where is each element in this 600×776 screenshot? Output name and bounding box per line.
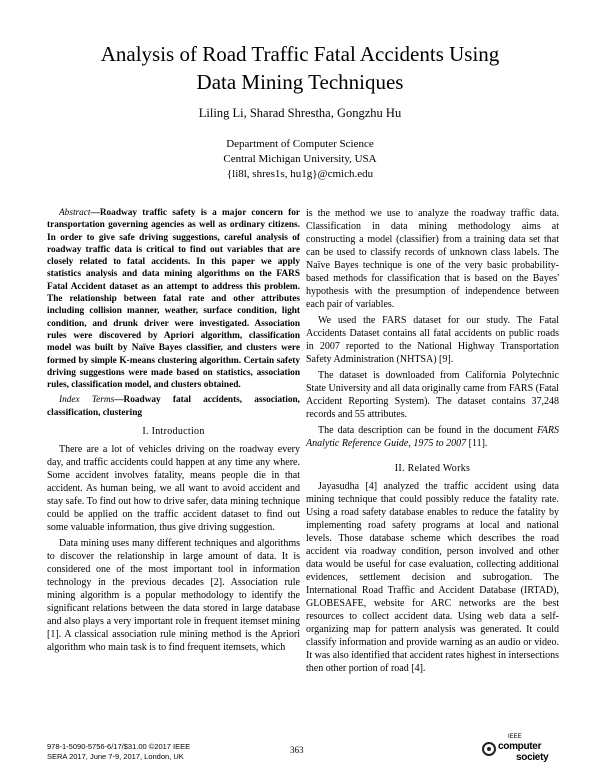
ieee-computer-society-logo (482, 734, 552, 766)
intro-paragraph-1: There are a lot of vehicles driving on the roadway every day, and traffic accidents could happen at any time any where. Some accident involves fatality, means people die in that accident. As human being, we all want to avoid accident and stay safe. To find out how to drive safer, data mining technique could be applied on the traffic accident dataset to find out some valuable information, thus give driving suggestion. (47, 444, 300, 534)
title-line-2: Data Mining Techniques (196, 70, 404, 94)
page-number: 363 (290, 745, 304, 755)
footer-isbn: 978-1-5090-5756-6/17/$31.00 ©2017 IEEE (47, 742, 191, 751)
index-terms-label: Index Terms (59, 395, 115, 406)
section-heading-related-works: II. Related Works (394, 463, 471, 474)
right-paragraph-2: We used the FARS dataset for our study. The Fatal Accidents Dataset contains all fatal accidents on public roads in 2007 reported to the National Highway Transportation Safety Administration (NHTSA) [9]. (306, 315, 559, 365)
right-column (306, 207, 559, 678)
index-terms-text: —Roadway fatal accidents, association, classification, clustering (47, 395, 300, 418)
left-column (47, 207, 300, 657)
right-paragraph-4 (306, 424, 559, 450)
logo-line-1: computer (498, 741, 542, 752)
logo-ieee-text: IEEE (508, 734, 522, 740)
paper-title (40, 40, 560, 96)
paper-authors: Liling Li, Sharad Shrestha, Gongzhu Hu (198, 106, 402, 120)
affiliation-block (40, 137, 560, 182)
index-terms-paragraph (47, 394, 300, 419)
footer-conference: SERA 2017, June 7-9, 2017, London, UK (47, 751, 184, 761)
intro-paragraph-2: Data mining uses many different techniques and algorithms to discover the relationship in large amount of data. It is considered one of the most important tool in information technology in the previous decades [2]. Association rule mining algorithm is a popular methodology to identify the significant relations between the data stored in large database and also plays a very important role in frequent itemset mining [1]. A classical association rule mining method is the Apriori algorithm who main task is to find frequent itemsets, which (47, 538, 300, 654)
abstract-text: —Roadway traffic safety is a major concern for transportation governing agencies as well as ordinary citizens. In order to give safe driving suggestions, careful analysis of roadway traffic data is critical to find out variables that are closely related to fatal accidents. In this paper we apply statistics analysis and data mining algorithms on the FARS Fatal Accident dataset as an attempt to address this problem. The relationship between fatal rate and other attributes including collision manner, weather, surface condition, light condition, and drunk driver were investigated. Association rules were discovered by Apriori algorithm, classification model was built by Naïve Bayes classifier, and clusters were formed by simple K-means clustering algorithm. Certain safety driving suggestions were made based on statistics, association rules, classification model, and clusters obtained. (47, 208, 300, 391)
right-paragraph-4-suffix: [11]. (466, 438, 488, 449)
right-paragraph-4-prefix: The data description can be found in the document (318, 425, 537, 436)
affiliation-university: Central Michigan University, USA (223, 153, 377, 165)
reference-guide-title: FARS Analytic Reference Guide, 1975 to 2007 (306, 425, 559, 449)
title-line-1: Analysis of Road Traffic Fatal Accidents Using (100, 42, 500, 66)
right-paragraph-1: is the method we use to analyze the roadway traffic data. Classification in data mining methodology aims at constructing a model (classifier) from a training data set that can be used to classify records of unknown class labels. The Naïve Bayes technique is one of the very basic probability-based methods for classification that is based on the Bayes' hypothesis with the presumption of independence between each pair of variables. (306, 208, 559, 310)
affiliation-emails: {li8l, shres1s, hu1g}@cmich.edu (226, 168, 374, 180)
logo-circle-icon (482, 742, 496, 756)
abstract-paragraph (47, 207, 300, 391)
logo-line-2: society (516, 752, 549, 763)
related-paragraph-1: Jayasudha [4] analyzed the traffic accident using data mining technique that could possibly reduce the fatality rate. Using a road safety database enables to reduce the fatality by implementing road safety programs at local and national levels. Those database scheme which describes the road accident via roadway condition, person involved and other data would be useful for case evaluation, collecting additional evidences, settlement decision and subrogation. The International Road Traffic and Accident Database (IRTAD), GLOBESAFE, website for ARC networks are the best resources to collect accident data. Using web data a self-organizing map for pattern analysis was generated. It could classify information and provide warning as an audio or video. It was also identified that accident rates highest in intersections then other portion of road [4]. (306, 481, 559, 674)
abstract-label: Abstract (59, 208, 91, 218)
footer-copyright (47, 742, 190, 761)
right-paragraph-3: The dataset is downloaded from California Polytechnic State University and all data originally came from FARS (Fatal Accident Reporting System). The dataset contains 37,248 records and 55 attributes. (306, 370, 559, 420)
affiliation-department: Department of Computer Science (226, 138, 374, 150)
section-heading-introduction: I. Introduction (142, 426, 205, 438)
